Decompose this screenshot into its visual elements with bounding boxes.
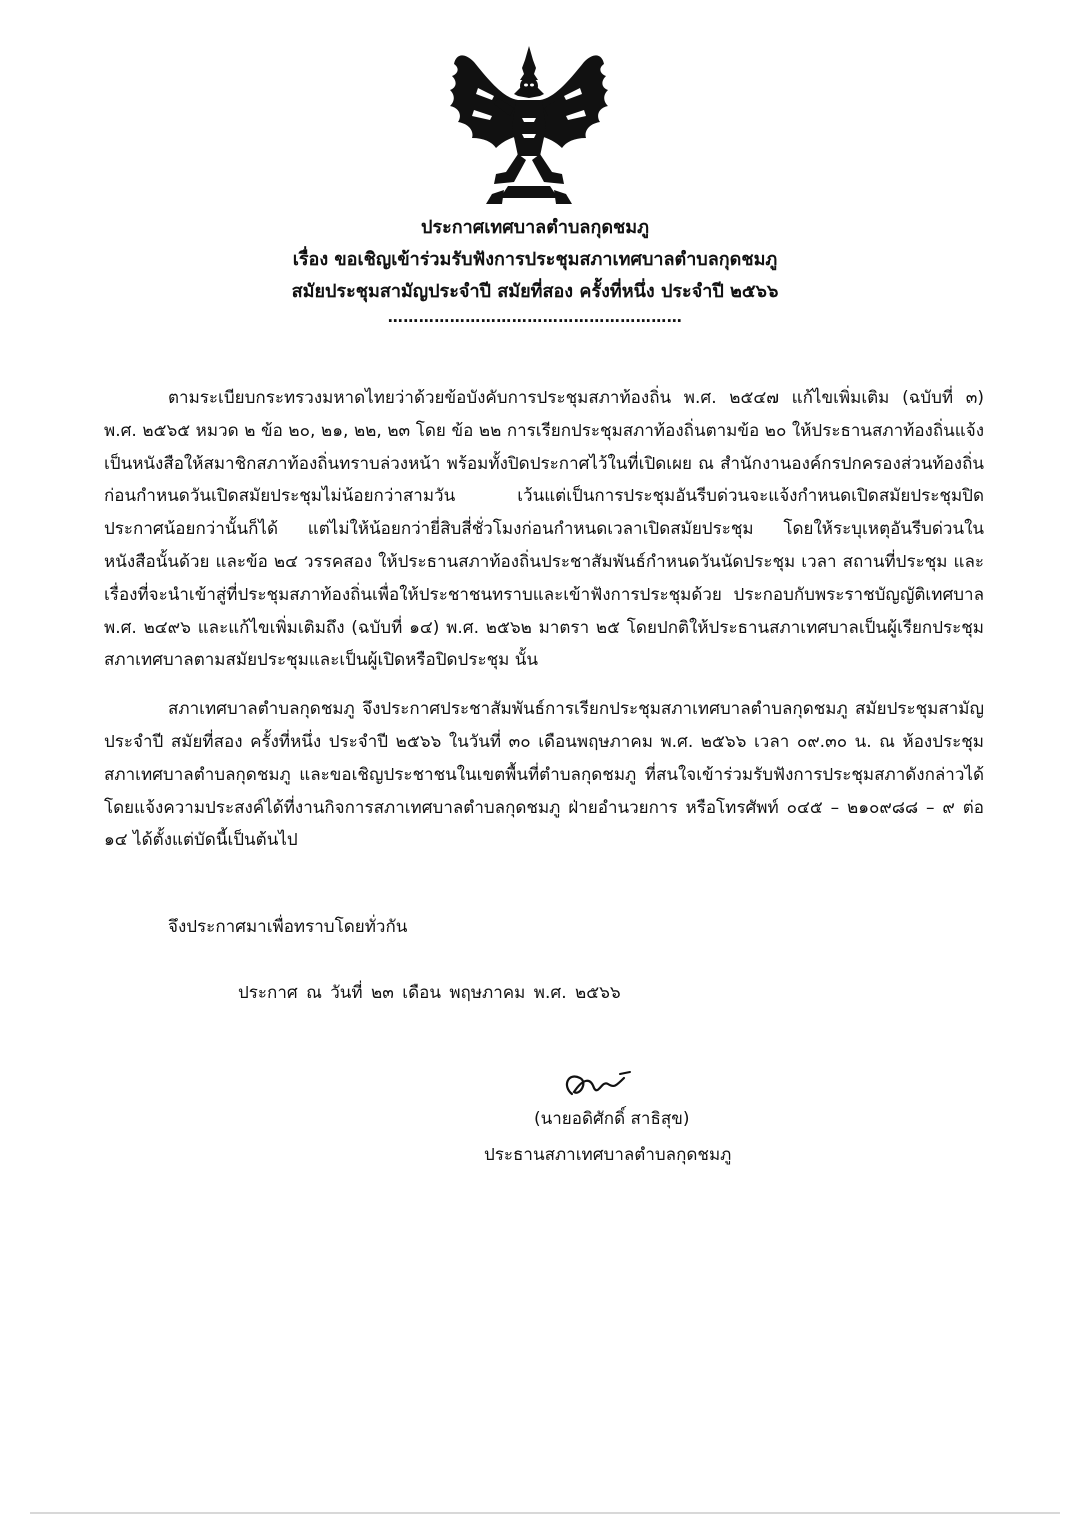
- body-paragraph-invitation: สภาเทศบาลตำบลกุดชมภู จึงประกาศประชาสัมพันธ์การเรียกประชุมสภาเทศบาลตำบลกุดชมภู สมัยประชุมสามัญประจำปี สมัยที่สอง ครั้งที่หนึ่ง ประจำปี ๒๕๖๖ ในวันที่ ๓๐ เดือนพฤษภาคม พ.ศ. ๒๕๖๖ เวลา ๐๙.๓๐ น. ณ ห้องประชุมสภาเทศบาลตำบลกุดชมภู และขอเชิญประชาชนในเขตพื้นที่ตำบลกุดชมภู ที่สนใจเข้าร่วมรับฟังการประชุมสภาดังกล่าวได้ โดยแจ้งความประสงค์ได้ที่งานกิจการสภาเทศบาลตำบลกุดชมภู ฝ่ายอำนวยการ หรือโทรศัพท์ ๐๔๕ – ๒๑๐๙๘๘ – ๙ ต่อ ๑๔ ได้ตั้งแต่บัดนี้เป็นต้นไป: [104, 699, 984, 851]
- issue-date: ประกาศ ณ วันที่ ๒๓ เดือน พฤษภาคม พ.ศ. ๒๕๖๖: [238, 983, 621, 1003]
- signer-position: ประธานสภาเทศบาลตำบลกุดชมภู: [484, 1145, 732, 1165]
- announcement-body: [104, 382, 984, 857]
- heading-session: สมัยประชุมสามัญประจำปี สมัยที่สอง ครั้งที่หนึ่ง ประจำปี ๒๕๖๖: [291, 281, 779, 302]
- announcement-heading: [0, 212, 1070, 326]
- handwritten-signature: [558, 1066, 638, 1102]
- body-paragraph-regulation: ตามระเบียบกระทรวงมหาดไทยว่าด้วยข้อบังคับการประชุมสภาท้องถิ่น พ.ศ. ๒๕๔๗ แก้ไขเพิ่มเติม (ฉบับที่ ๓) พ.ศ. ๒๕๖๕ หมวด ๒ ข้อ ๒๐, ๒๑, ๒๒, ๒๓ โดย ข้อ ๒๒ การเรียกประชุมสภาท้องถิ่นตามข้อ ๒๐ ให้ประธานสภาท้องถิ่นแจ้งเป็นหนังสือให้สมาชิกสภาท้องถิ่นทราบล่วงหน้า พร้อมทั้งปิดประกาศไว้ในที่เปิดเผย ณ สำนักงานองค์กรปกครองส่วนท้องถิ่นก่อนกำหนดวันเปิดสมัยประชุมไม่น้อยกว่าสามวัน เว้นแต่เป็นการประชุมอันรีบด่วนจะแจ้งกำหนดเปิดสมัยประชุมปิดประกาศน้อยกว่านั้นก็ได้ แต่ไม่ให้น้อยกว่ายี่สิบสี่ชั่วโมงก่อนกำหนดเวลาเปิดสมัยประชุม โดยให้ระบุเหตุอันรีบด่วนในหนังสือนั้นด้วย และข้อ ๒๔ วรรคสอง ให้ประธานสภาท้องถิ่นประชาสัมพันธ์กำหนดวันนัดประชุม เวลา สถานที่ประชุม และเรื่องที่จะนำเข้าสู่ที่ประชุมสภาท้องถิ่นเพื่อให้ประชาชนทราบและเข้าฟังการประชุมด้วย ประกอบกับพระราชบัญญัติเทศบาล พ.ศ. ๒๔๙๖ และแก้ไขเพิ่มเติมถึง (ฉบับที่ ๑๔) พ.ศ. ๒๕๖๒ มาตรา ๒๕ โดยปกติให้ประธานสภาเทศบาลเป็นผู้เรียกประชุมสภาเทศบาลตามสมัยประชุมและเป็นผู้เปิดหรือปิดประชุม นั้น: [104, 388, 985, 671]
- heading-issuer: ประกาศเทศบาลตำบลกุดชมภู: [421, 217, 649, 238]
- scan-edge-line: [30, 1512, 1060, 1514]
- heading-divider: …………………………………………………: [387, 308, 683, 326]
- signer-name: (นายอดิศักดิ์ สาธิสุข): [534, 1109, 690, 1129]
- closing-statement: จึงประกาศมาเพื่อทราบโดยทั่วกัน: [168, 917, 408, 937]
- garuda-emblem: [434, 38, 624, 208]
- heading-subject: เรื่อง ขอเชิญเข้าร่วมรับฟังการประชุมสภาเทศบาลตำบลกุดชมภู: [292, 249, 778, 270]
